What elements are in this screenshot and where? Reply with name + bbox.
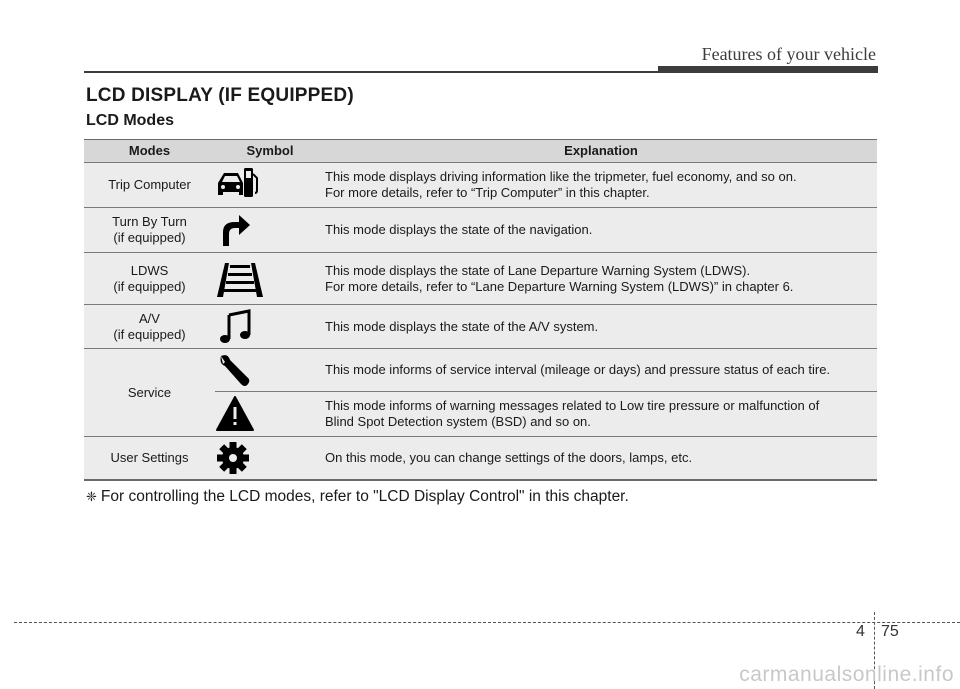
explanation-line: For more details, refer to “Trip Computer” in this chapter. [325,185,650,200]
lane-icon [215,259,259,299]
explanation-line: This mode displays driving information like the tripmeter, fuel economy, and so on. [325,169,797,184]
header-modes: Modes [84,140,215,163]
explanation-line: This mode displays the state of the navigation. [325,222,593,237]
gear-icon [215,438,259,478]
mode-cell [84,305,215,349]
symbol-cell [215,349,325,392]
mode-cell [84,437,215,480]
symbol-cell [215,392,325,437]
header-symbol: Symbol [215,140,325,163]
explanation-line: This mode informs of warning messages related to Low tire pressure or malfunction of [325,398,820,413]
symbol-cell [215,253,325,305]
page-number: 75 [881,623,899,640]
mode-cell [84,253,215,305]
mode-label: Service [127,384,172,400]
footnote [86,488,629,506]
explanation-cell [325,305,877,349]
footer-divider [14,622,960,623]
mode-cell [84,349,215,437]
table-row [84,163,877,208]
symbol-cell [215,305,325,349]
sub-title: LCD Modes [86,112,174,129]
section-title: LCD DISPLAY (IF EQUIPPED) [86,85,354,106]
mode-label: LDWS [130,262,169,278]
lcd-modes-table [84,139,877,481]
mode-qualifier: (if equipped) [113,326,186,342]
mode-qualifier: (if equipped) [113,278,186,294]
mode-label: A/V [139,310,160,326]
explanation-line: Blind Spot Detection system (BSD) and so on. [325,414,591,429]
explanation-line: This mode displays the state of the A/V system. [325,318,599,334]
table-row [84,208,877,253]
table-row [84,437,877,480]
symbol-cell [215,208,325,253]
explanation-cell [325,349,877,392]
watermark: carmanualsonline.info [739,663,954,686]
mode-cell [84,163,215,208]
explanation-line: This mode displays the state of Lane Departure Warning System (LDWS). [325,262,751,278]
footnote-text: For controlling the LCD modes, refer to "LCD Display Control" in this chapter. [100,488,629,505]
note-symbol-icon: ❈ [86,489,97,504]
fuel-car-icon [215,165,259,205]
music-note-icon [215,307,259,347]
explanation-cell [325,253,877,305]
explanation-cell [325,437,877,480]
explanation-line: This mode informs of service interval (mileage or days) and pressure status of each tire. [325,362,831,377]
table-header-row [84,140,877,163]
table-row [84,253,877,305]
chapter-number: 4 [856,623,865,640]
explanation-cell [325,392,877,437]
table-row [84,305,877,349]
header-rule [84,71,878,73]
mode-label: Turn By Turn [112,214,187,229]
mode-label: Trip Computer [108,177,191,192]
mode-cell [84,208,215,253]
mode-label: User Settings [110,449,189,465]
explanation-cell [325,208,877,253]
wrench-icon [215,350,259,390]
table-row [84,349,877,392]
header-explanation: Explanation [325,140,877,163]
explanation-cell [325,163,877,208]
warning-icon [215,394,259,434]
running-header: Features of your vehicle [701,44,876,64]
explanation-line: For more details, refer to “Lane Departure Warning System (LDWS)” in chapter 6. [325,278,794,294]
symbol-cell [215,163,325,208]
mode-qualifier: (if equipped) [113,230,186,245]
explanation-line: On this mode, you can change settings of the doors, lamps, etc. [325,449,693,465]
turn-arrow-icon [215,210,259,250]
symbol-cell [215,437,325,480]
